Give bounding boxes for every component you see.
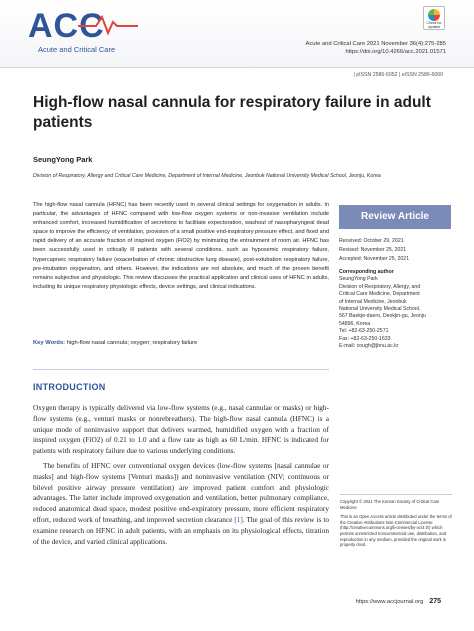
check-for-updates-badge[interactable] — [423, 6, 445, 30]
corr-email[interactable]: E-mail: cough@jbnu.ac.kr — [339, 343, 399, 350]
crossmark-label: Check for updates — [426, 21, 442, 29]
author-name: SeungYong Park — [33, 155, 93, 164]
keywords-label: Key Words: — [33, 340, 66, 346]
keywords — [33, 340, 329, 346]
section-divider — [33, 369, 329, 370]
license-text: This is an Open Access article distributed under the terms of the Creative Attributions Non-Commercial License (http://creativecommons.org/li-censes/by-nc/4.0/) which permits unrestricted noncommercial use, distribution, and reproduction in any medium, provided the original work is properly cited. — [340, 514, 452, 548]
abstract: The high-flow nasal cannula (HFNC) has been recently used in several clinical settings for oxygenation in adults. In particular, the advantages of HFNC compared with low-flow oxygen systems or non-invasive ventilation include enhanced comfort, increased humidification of secretions to facilitate expectoration, washout of nasopharyngeal dead space to improve the efficiency of ventilation, provision of a small positive end-inspiratory pressure effect, and fixed and rapid delivery of an accurate fraction of inspired oxygen (FiO2) by minimizing the entrainment of room air. HFNC has been successfully used in critically ill patients with several conditions, such as hypoxemic respiratory failure, hypercapneic respiratory failure (exacerbation of chronic obstructive lung disease), post-extubation respiratory failure, pre-intubation oxygenation, and others. However, the indications are not absolute, and much of the proven benefit remains subjective and physiologic. This review discusses the practical application and clinical uses of HFNC in adults, including its unique respiratory physiologic effects, device settings, and clinical indications. — [33, 202, 329, 290]
page-footer — [356, 598, 441, 605]
corr-line: Critical Care Medicine, Department — [339, 291, 420, 298]
corr-line: 54896, Korea — [339, 320, 371, 327]
intro-p2-text-a: The benefits of HFNC over conventional oxygen devices (low-flow systems [nasal cannulae or masks] and high-flow systems [Venturi masks]) and noninvasive ventilation (NIV; continuous or bilevel positive airway pressure ventilation) are improved patient comfort and physiologic advantages. The latter include improved oxygenation and ventilation, better pulmonary compliance, reduced anatomical dead space, modest positive end-expiratory pressure, more efficient respiratory effort, reduced work of breathing, and improved secretion clearance — [33, 460, 329, 524]
article-type-badge: Review Article — [339, 205, 451, 229]
corresponding-author-name: SeungYong Park — [339, 276, 378, 283]
introduction-heading: INTRODUCTION — [33, 382, 106, 392]
corr-line: Division of Respiratory, Allergy, and — [339, 283, 421, 290]
intro-paragraph-1: Oxygen therapy is typically delivered via low-flow systems (e.g., nasal cannulae or masks) or high-flow systems (e.g., venturi masks or nonrebreathers). The high-flow nasal cannula (HFNC) is a unique mode of noninvasive support that delivers warmed, humidified oxygen with a fraction of inspired oxygen (FiO2) of 0.21 to 1.0 and a flow rate as high as 60 L/min. HFNC is indicated for patients with respiratory failure due to various underlying conditions. — [33, 403, 329, 456]
crossmark-icon — [428, 9, 440, 21]
article-title: High-flow nasal cannula for respiratory failure in adult patients — [33, 94, 431, 131]
corresponding-author — [339, 269, 451, 350]
citation-link[interactable]: [1] — [234, 514, 243, 524]
journal-url[interactable]: https://www.accjournal.org — [355, 599, 424, 605]
copyright-block — [340, 499, 452, 548]
introduction-body — [33, 403, 329, 547]
doi-link[interactable]: https://doi.org/10.4266/acc.2021.01571 — [345, 49, 446, 55]
corresponding-author-heading: Corresponding author — [339, 269, 394, 275]
keywords-list: high-flow nasal cannula; oxygen; respiratory failure — [66, 340, 198, 346]
logo-subtitle: Acute and Critical Care — [38, 45, 116, 54]
author-affiliation: Division of Respiratory, Allergy and Critical Care Medicine, Department of Internal Medicine, Jeonbuk National University Medical School, Jeonju, Korea — [33, 173, 381, 179]
article-dates — [339, 237, 451, 264]
revised-date: Revised: November 25, 2021 — [339, 247, 407, 253]
corr-fax: Fax: +82-63-250-1633 — [339, 335, 391, 342]
copyright-divider — [340, 494, 452, 495]
copyright-line: Copyright © 2021 The Korean Society of Critical Care Medicine — [340, 499, 440, 510]
received-date: Received: October 29, 2021 — [339, 238, 404, 244]
journal-citation-block — [306, 40, 447, 56]
page-number: 275 — [429, 598, 441, 605]
heartbeat-icon — [78, 14, 138, 36]
corr-line: National University Medical School, — [339, 306, 421, 313]
corr-line: of Internal Medicine, Jeonbuk — [339, 298, 407, 305]
issn: | pISSN 2586-6052 | eISSN 2586-6060 — [353, 72, 443, 78]
journal-header — [0, 0, 474, 68]
intro-p2-text-b: . The goal of this review is to examine research on HFNC in adult patients, with an emphasis on its physiological effects, titration of the device, and varied clinical applications. — [33, 514, 329, 546]
journal-citation: Acute and Critical Care 2021 November 36(4):275-285 — [305, 41, 446, 47]
intro-paragraph-2 — [33, 461, 329, 547]
accepted-date: Accepted: November 25, 2021 — [339, 256, 410, 262]
corr-line: 567 Baekje-daero, Deokjin-gu, Jeonju — [339, 313, 426, 320]
logo-text: ACC — [28, 7, 105, 45]
corr-phone: Tel: +82-63-250-2571 — [339, 328, 389, 335]
article-sidebar — [339, 205, 451, 350]
